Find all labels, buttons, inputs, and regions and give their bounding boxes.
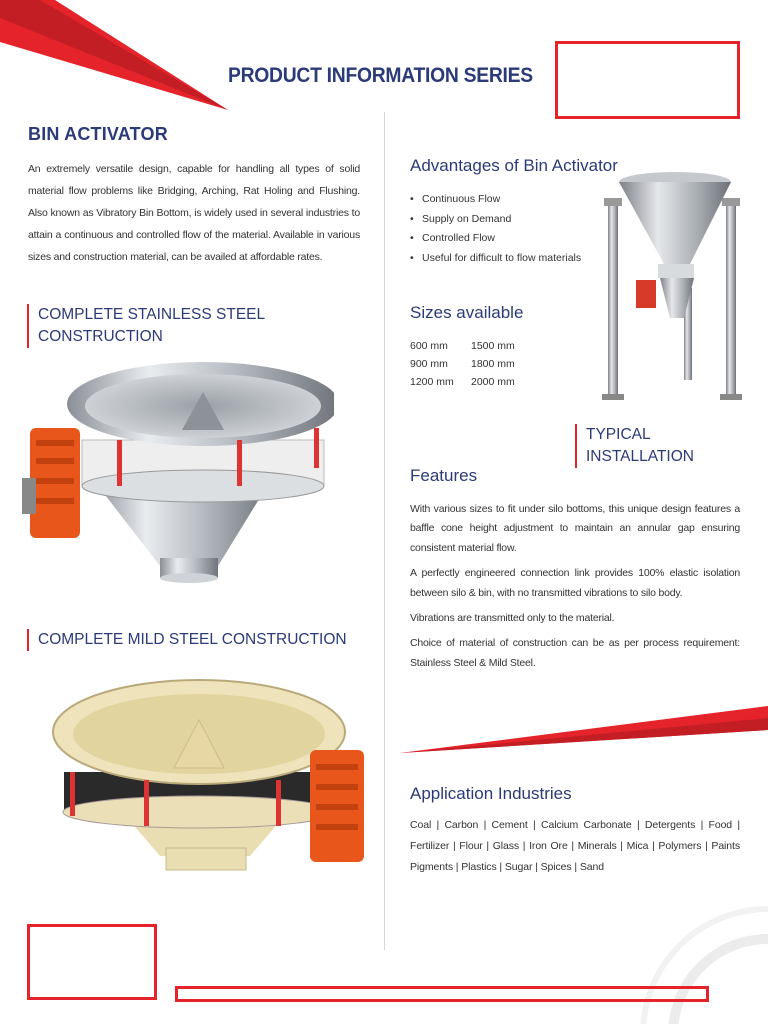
typical-installation-image — [598, 168, 742, 408]
heading-mild-steel: COMPLETE MILD STEEL CONSTRUCTION — [27, 629, 347, 651]
applications-title: Application Industries — [410, 784, 572, 803]
page-title: PRODUCT INFORMATION SERIES — [228, 64, 533, 87]
logo-placeholder — [555, 41, 740, 119]
sizes-title: Sizes available — [410, 303, 524, 322]
features-title: Features — [410, 466, 478, 485]
section-title-bin-activator: BIN ACTIVATOR — [28, 124, 168, 144]
stainless-bin-image — [22, 358, 334, 584]
decorative-red-swoosh — [400, 700, 768, 756]
size-cell: 2000 mm — [471, 376, 515, 388]
bin-activator-description: An extremely versatile design, capable for handling all types of solid material flow problems like Bridging, Arching, Rat Holing and Flushing. Also known as Vibratory Bin Bottom, is widely used in several industries to attain a continuous and controlled flow of the material. Available in various sizes and construction material, can be availed at affordable rates. — [28, 163, 360, 263]
sizes-table — [410, 337, 515, 391]
feature-paragraph: Vibrations are transmitted only to the material. — [410, 612, 615, 625]
list-item: • Supply on Demand — [410, 210, 581, 230]
mild-steel-bin-image — [40, 676, 370, 876]
footer-contact-strip — [175, 986, 709, 1002]
heading-typical-installation: TYPICAL INSTALLATION — [575, 424, 745, 468]
heading-line: CONSTRUCTION — [38, 328, 163, 345]
table-row — [410, 355, 515, 373]
table-row — [410, 373, 515, 391]
decorative-red-swoosh — [0, 0, 230, 112]
size-cell: 600 mm — [410, 340, 448, 352]
decorative-arcs — [618, 894, 768, 1024]
feature-paragraph: Choice of material of construction can be as per process requirement: Stainless Steel & Mild Steel. — [410, 637, 740, 669]
logo-placeholder — [27, 924, 157, 1000]
list-item: • Continuous Flow — [410, 190, 581, 210]
size-cell: 1200 mm — [410, 376, 454, 388]
size-cell: 900 mm — [410, 358, 448, 370]
advantages-list — [410, 190, 581, 268]
size-cell: 1800 mm — [471, 358, 515, 370]
table-row — [410, 337, 515, 355]
advantages-title: Advantages of Bin Activator — [410, 156, 618, 175]
column-divider — [384, 112, 385, 950]
feature-paragraph: With various sizes to fit under silo bottoms, this unique design features a baffle cone height adjustment to maintain an annular gap ensuring consistent material flow. — [410, 503, 740, 554]
applications-list: Coal | Carbon | Cement | Calcium Carbonate | Detergents | Food | Fertilizer | Flour | Glass | Iron Ore | Minerals | Mica | Polymers | Paints Pigments | Plastics | Sugar | Spices | Sand — [410, 819, 740, 873]
heading-stainless-steel — [27, 304, 267, 348]
heading-line: COMPLETE STAINLESS STEEL — [38, 306, 266, 323]
list-item: • Useful for difficult to flow materials — [410, 249, 581, 269]
list-item: • Controlled Flow — [410, 229, 581, 249]
size-cell: 1500 mm — [471, 340, 515, 352]
features-body — [410, 500, 740, 679]
feature-paragraph: A perfectly engineered connection link provides 100% elastic isolation between silo & bin, with no transmitted vibrations to silo body. — [410, 567, 740, 599]
